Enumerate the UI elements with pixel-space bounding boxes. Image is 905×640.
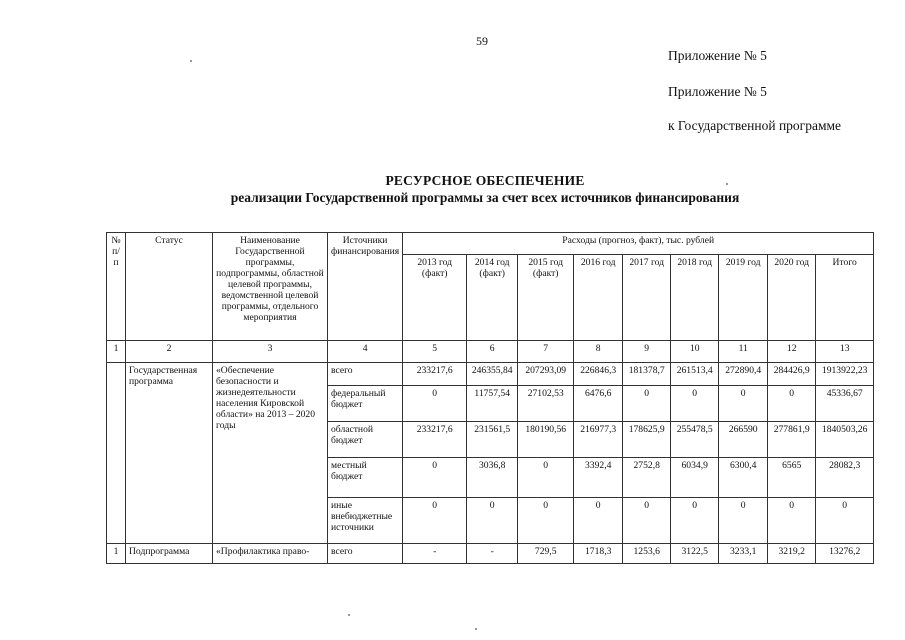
- cell-value: 13276,2: [816, 544, 874, 564]
- cell-value: 207293,09: [518, 363, 574, 386]
- cell-value: 181378,7: [623, 363, 671, 386]
- cell-value: 3219,2: [768, 544, 816, 564]
- scan-speck: [190, 60, 192, 62]
- cell-value: 0: [671, 386, 719, 422]
- cell-value: 11757,54: [467, 386, 518, 422]
- cell-value: 178625,9: [623, 422, 671, 458]
- column-number: 4: [328, 341, 403, 363]
- cell-value: 0: [403, 386, 467, 422]
- cell-value: 1840503,26: [816, 422, 874, 458]
- column-number: 9: [623, 341, 671, 363]
- cell-value: 180190,56: [518, 422, 574, 458]
- cell-value: 0: [768, 498, 816, 544]
- cell-value: 3122,5: [671, 544, 719, 564]
- resource-table: [106, 232, 874, 564]
- header-year-2016: 2016 год: [574, 255, 623, 341]
- table-row: [107, 544, 874, 564]
- column-number: 7: [518, 341, 574, 363]
- cell-value: 0: [768, 386, 816, 422]
- header-year-2013: 2013 год (факт): [403, 255, 467, 341]
- header-year-2017: 2017 год: [623, 255, 671, 341]
- cell-value: -: [403, 544, 467, 564]
- appendix-line-1: Приложение № 5: [668, 48, 767, 63]
- cell-value: 0: [671, 498, 719, 544]
- cell-value: 0: [719, 498, 768, 544]
- header-sources: Источники финансирования: [328, 233, 403, 341]
- scan-speck: [348, 614, 350, 616]
- cell-value: 261513,4: [671, 363, 719, 386]
- header-name: Наименование Государственной программы, подпрограммы, областной целевой программы, ведомственной целевой программы, отдельного мероприятия: [213, 233, 328, 341]
- cell-value: 0: [467, 498, 518, 544]
- cell-value: 0: [403, 498, 467, 544]
- row-source: федеральный бюджет: [328, 386, 403, 422]
- row-source: областной бюджет: [328, 422, 403, 458]
- scan-speck: [475, 628, 477, 630]
- cell-value: 6476,6: [574, 386, 623, 422]
- cell-value: 3233,1: [719, 544, 768, 564]
- column-number: 10: [671, 341, 719, 363]
- appendix-line-3: к Государственной программе: [668, 118, 842, 133]
- row-source: всего: [328, 363, 403, 386]
- cell-value: 27102,53: [518, 386, 574, 422]
- header-status: Статус: [126, 233, 213, 341]
- cell-value: -: [467, 544, 518, 564]
- cell-value: 246355,84: [467, 363, 518, 386]
- cell-value: 0: [518, 458, 574, 498]
- column-number: 1: [107, 341, 126, 363]
- program-status: Государственная программа: [126, 363, 213, 544]
- cell-value: 45336,67: [816, 386, 874, 422]
- cell-value: 231561,5: [467, 422, 518, 458]
- cell-value: 284426,9: [768, 363, 816, 386]
- row-source: местный бюджет: [328, 458, 403, 498]
- header-year-2014: 2014 год (факт): [467, 255, 518, 341]
- cell-value: 233217,6: [403, 363, 467, 386]
- cell-value: 28082,3: [816, 458, 874, 498]
- header-total: Итого: [816, 255, 874, 341]
- cell-value: 0: [623, 386, 671, 422]
- document-title: РЕСУРСНОЕ ОБЕСПЕЧЕНИЕ: [385, 173, 585, 188]
- column-number: 5: [403, 341, 467, 363]
- cell-value: 0: [816, 498, 874, 544]
- column-number: 13: [816, 341, 874, 363]
- cell-value: 0: [623, 498, 671, 544]
- page-number: 59: [476, 34, 488, 48]
- cell-value: 255478,5: [671, 422, 719, 458]
- program-num: [107, 363, 126, 544]
- scan-speck: [726, 183, 728, 185]
- cell-value: 6034,9: [671, 458, 719, 498]
- cell-value: 216977,3: [574, 422, 623, 458]
- cell-value: 6300,4: [719, 458, 768, 498]
- column-number-row: [107, 341, 874, 363]
- row-source: всего: [328, 544, 403, 564]
- subprogram-name: «Профилактика право-: [213, 544, 328, 564]
- column-number: 12: [768, 341, 816, 363]
- cell-value: 1913922,23: [816, 363, 874, 386]
- column-number: 3: [213, 341, 328, 363]
- header-year-2019: 2019 год: [719, 255, 768, 341]
- header-expenses: Расходы (прогноз, факт), тыс. рублей: [403, 233, 874, 255]
- cell-value: 2752,8: [623, 458, 671, 498]
- column-number: 8: [574, 341, 623, 363]
- row-source: иные внебюджетные источники: [328, 498, 403, 544]
- document-subtitle: реализации Государственной программы за счет всех источников финансирования: [230, 190, 740, 205]
- column-number: 11: [719, 341, 768, 363]
- header-year-2020: 2020 год: [768, 255, 816, 341]
- cell-value: 272890,4: [719, 363, 768, 386]
- cell-value: 1253,6: [623, 544, 671, 564]
- header-year-2015: 2015 год (факт): [518, 255, 574, 341]
- column-number: 2: [126, 341, 213, 363]
- cell-value: 226846,3: [574, 363, 623, 386]
- cell-value: 1718,3: [574, 544, 623, 564]
- cell-value: 266590: [719, 422, 768, 458]
- cell-value: 0: [403, 458, 467, 498]
- table-row: [107, 363, 874, 386]
- column-number: 6: [467, 341, 518, 363]
- cell-value: 0: [719, 386, 768, 422]
- cell-value: 0: [574, 498, 623, 544]
- cell-value: 3392,4: [574, 458, 623, 498]
- cell-value: 233217,6: [403, 422, 467, 458]
- cell-value: 277861,9: [768, 422, 816, 458]
- appendix-line-2: Приложение № 5: [668, 84, 767, 99]
- header-year-2018: 2018 год: [671, 255, 719, 341]
- cell-value: 6565: [768, 458, 816, 498]
- cell-value: 0: [518, 498, 574, 544]
- cell-value: 729,5: [518, 544, 574, 564]
- subprogram-num: 1: [107, 544, 126, 564]
- header-num: № п/п: [107, 233, 126, 341]
- subprogram-status: Подпрограмма: [126, 544, 213, 564]
- program-name: «Обеспечение безопасности и жизнедеятельности населения Кировской области» на 2013 – 2020 годы: [213, 363, 328, 544]
- cell-value: 3036,8: [467, 458, 518, 498]
